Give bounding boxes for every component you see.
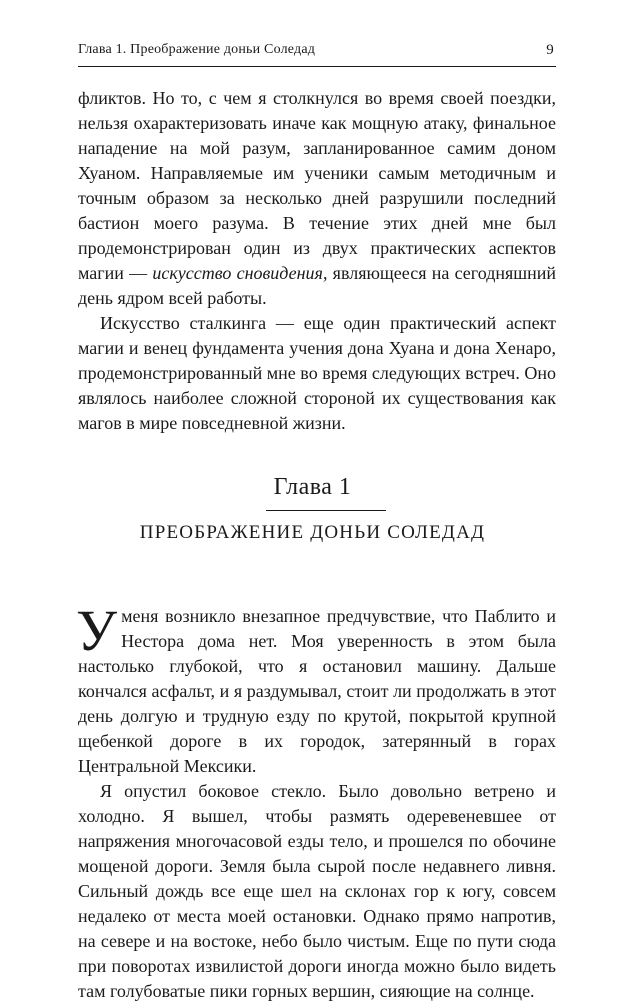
chapter-number: Глава 1 bbox=[273, 474, 352, 500]
running-header bbox=[78, 40, 556, 67]
chapter-body bbox=[76, 598, 556, 1004]
running-title: Глава 1. Преображение доньи Соледад bbox=[78, 42, 316, 57]
body-paragraph-1-text: меня возникло внезапное предчувствие, что Паблито и Нестора дома нет. Моя уверенность в этом была настолько глубокой, что я остановил машину. Дальше кончался асфальт, и я раздумывал, стоит ли продолжать в этот день долгую и трудную езду по крутой, покрытой крупной щебенкой дороге в их городок, затерянный в горах Центральной Мексики. bbox=[78, 606, 556, 776]
chapter-divider bbox=[266, 510, 386, 511]
intro-text bbox=[78, 86, 556, 436]
drop-cap: У bbox=[76, 598, 118, 663]
intro-paragraph-2: Искусство сталкинга — еще один практический аспект магии и венец фундамента учения дона Хуана и дона Хенаро, продемонстрированный мне во время следующих встреч. Оно являлось наиболее сложной стороной их существования как магов в мире повседневной жизни. bbox=[78, 313, 556, 433]
intro-italic-term: искусство сновидения bbox=[152, 263, 323, 283]
chapter-title: ПРЕОБРАЖЕНИЕ ДОНЬИ СОЛЕДАД bbox=[139, 522, 486, 543]
page-number: 9 bbox=[546, 42, 554, 58]
intro-paragraph-1-part-1: фликтов. Но то, с чем я столкнулся во время своей поездки, нельзя охарактеризовать иначе как мощную атаку, финальное нападение на мой разум, запланированное самим доном Хуаном. Направляемые им ученики самым методичным и точным образом за несколько дней разрушили последний бастион моего разума. В течение этих дней мне был продемонстрирован один из двух практических аспектов магии — bbox=[78, 88, 556, 283]
body-paragraph-1 bbox=[76, 598, 556, 779]
body-paragraph-2: Я опустил боковое стекло. Было довольно ветрено и холодно. Я вышел, чтобы размять одеревеневшее от напряжения многочасовой езды тело, и прошелся по обочине мощеной дороги. Земля была сырой после недавнего ливня. Сильный дождь все еще шел на склонах гор к югу, совсем недалеко от места моей остановки. Однако прямо напротив, на севере и на востоке, небо было чистым. Еще по пути сюда при поворотах извилистой дороги иногда можно было видеть там голубоватые пики горных вершин, сияющие на солнце. bbox=[78, 781, 556, 1001]
intro-paragraph-1-part-2: , являющееся на сегодняшний день ядром всей работы. bbox=[78, 263, 557, 308]
intro-paragraph-1 bbox=[78, 86, 556, 311]
